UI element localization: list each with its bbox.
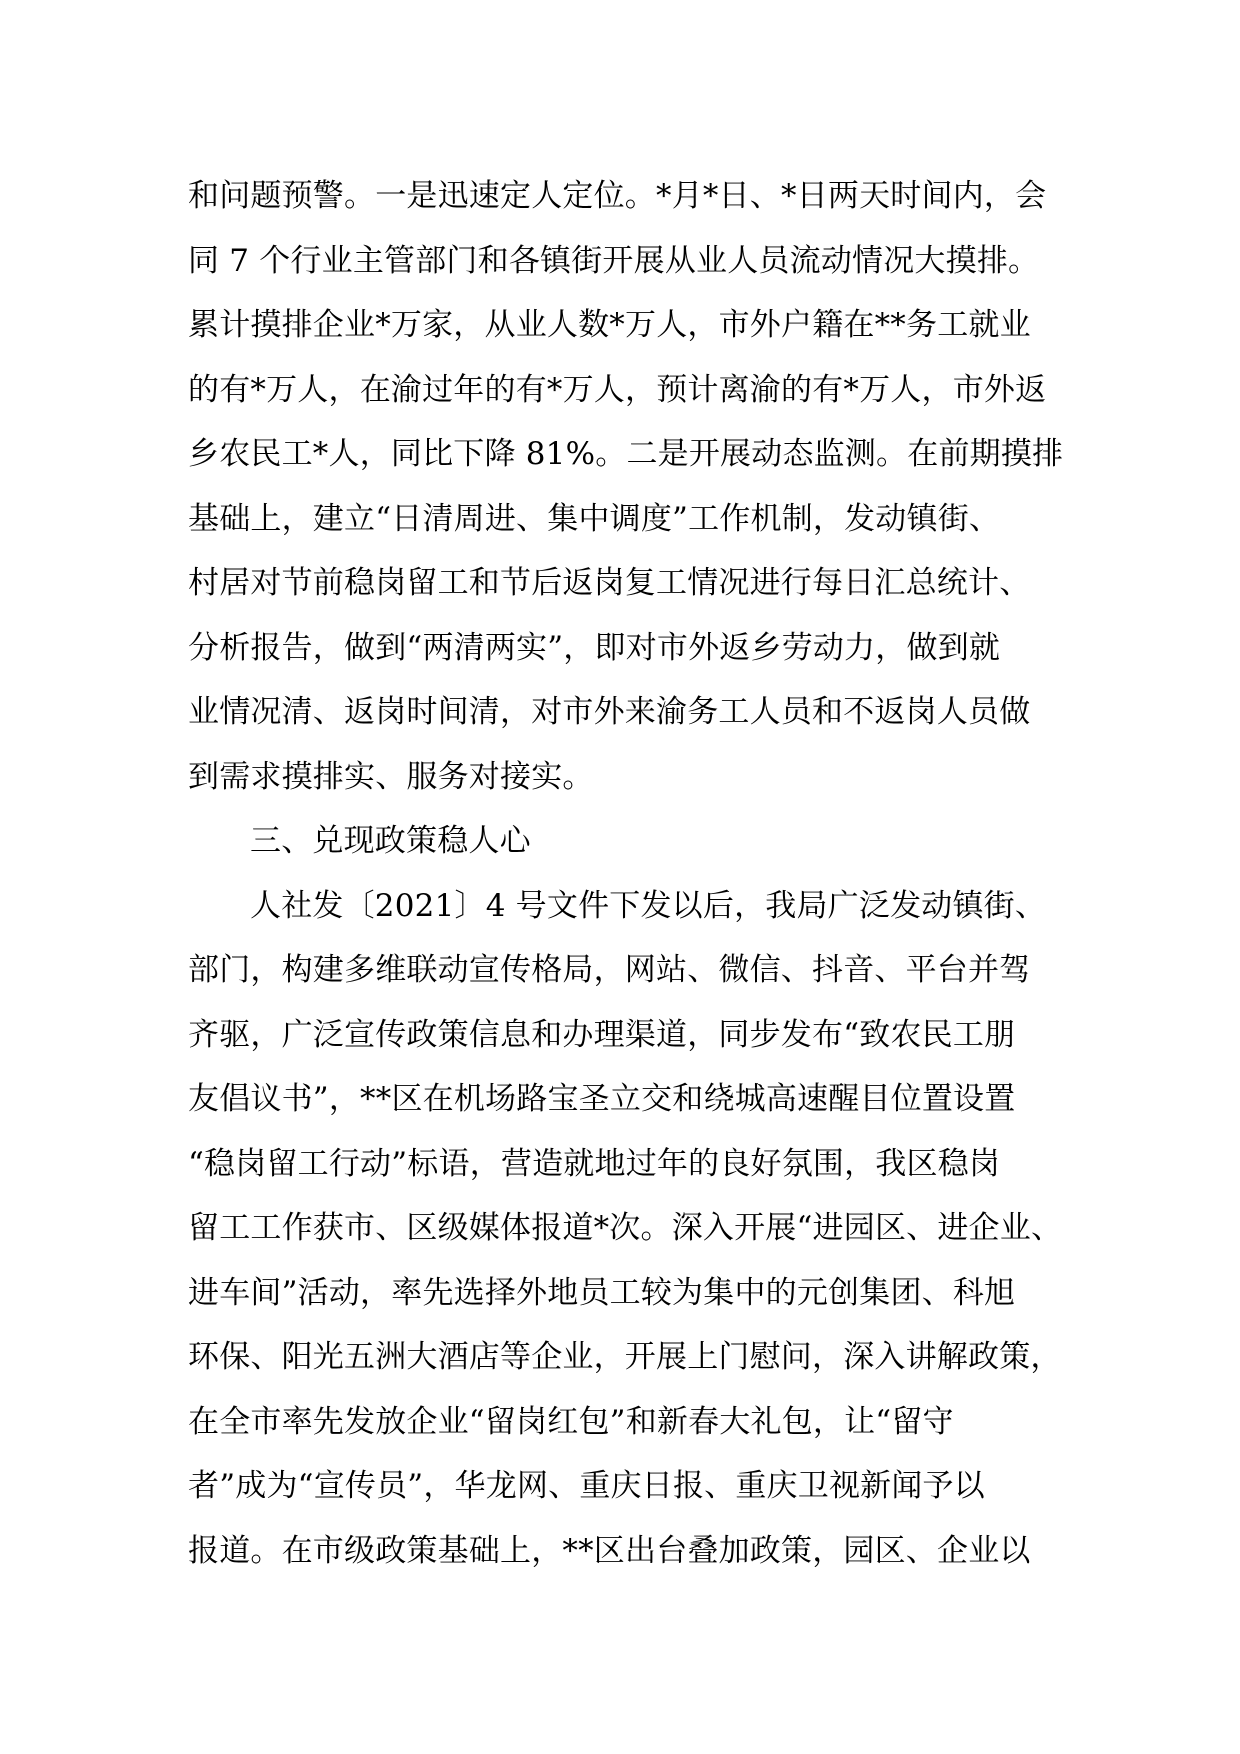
text-line: 到需求摸排实、服务对接实。 — [188, 758, 594, 795]
text-line: 同 7 个行业主管部门和各镇街开展从业人员流动情况大摸排。 — [188, 242, 1040, 279]
text-line: 累计摸排企业*万家，从业人数*万人，市外户籍在**务工就业 — [188, 307, 1031, 343]
text-line: 的有*万人，在渝过年的有*万人，预计离渝的有*万人，市外返 — [188, 371, 1047, 408]
text-line: 齐驱，广泛宣传政策信息和办理渠道，同步发布“致农民工朋 — [188, 1016, 1016, 1053]
section-heading: 三、兑现政策稳人心 — [250, 823, 531, 859]
text-line: 在全市率先发放企业“留岗红包”和新春大礼包，让“留守 — [188, 1403, 954, 1440]
text-line: 村居对节前稳岗留工和节后返岗复工情况进行每日汇总统计、 — [188, 565, 1031, 601]
text-line: 部门，构建多维联动宣传格局，网站、微信、抖音、平台并驾 — [188, 952, 1031, 988]
text-line: 者”成为“宣传员”，华龙网、重庆日报、重庆卫视新闻予以 — [188, 1468, 985, 1504]
text-line: 基础上，建立“日清周进、集中调度”工作机制，发动镇街、 — [188, 500, 1001, 537]
text-line: 留工工作获市、区级媒体报道*次。深入开展“进园区、进企业、 — [188, 1210, 1063, 1246]
paragraph-first-line: 人社发〔2021〕4 号文件下发以后，我局广泛发动镇街、 — [250, 887, 1047, 924]
text-line: 报道。在市级政策基础上，**区出台叠加政策，园区、企业以 — [188, 1532, 1031, 1569]
body-text — [188, 164, 1088, 1583]
text-line: 业情况清、返岗时间清，对市外来渝务工人员和不返岗人员做 — [188, 694, 1031, 730]
text-line: 进车间”活动，率先选择外地员工较为集中的元创集团、科旭 — [188, 1274, 1016, 1311]
text-line: 环保、阳光五洲大酒店等企业，开展上门慰问，深入讲解政策， — [188, 1339, 1062, 1375]
text-line: 乡农民工*人，同比下降 81%。二是开展动态监测。在前期摸排 — [188, 436, 1064, 472]
text-line: 和问题预警。一是迅速定人定位。*月*日、*日两天时间内，会 — [188, 178, 1047, 214]
text-line: “稳岗留工行动”标语，营造就地过年的良好氛围，我区稳岗 — [188, 1145, 1001, 1182]
text-line: 友倡议书”，**区在机场路宝圣立交和绕城高速醒目位置设置 — [188, 1081, 1016, 1117]
text-line: 分析报告，做到“两清两实”，即对市外返乡劳动力，做到就 — [188, 629, 1001, 666]
